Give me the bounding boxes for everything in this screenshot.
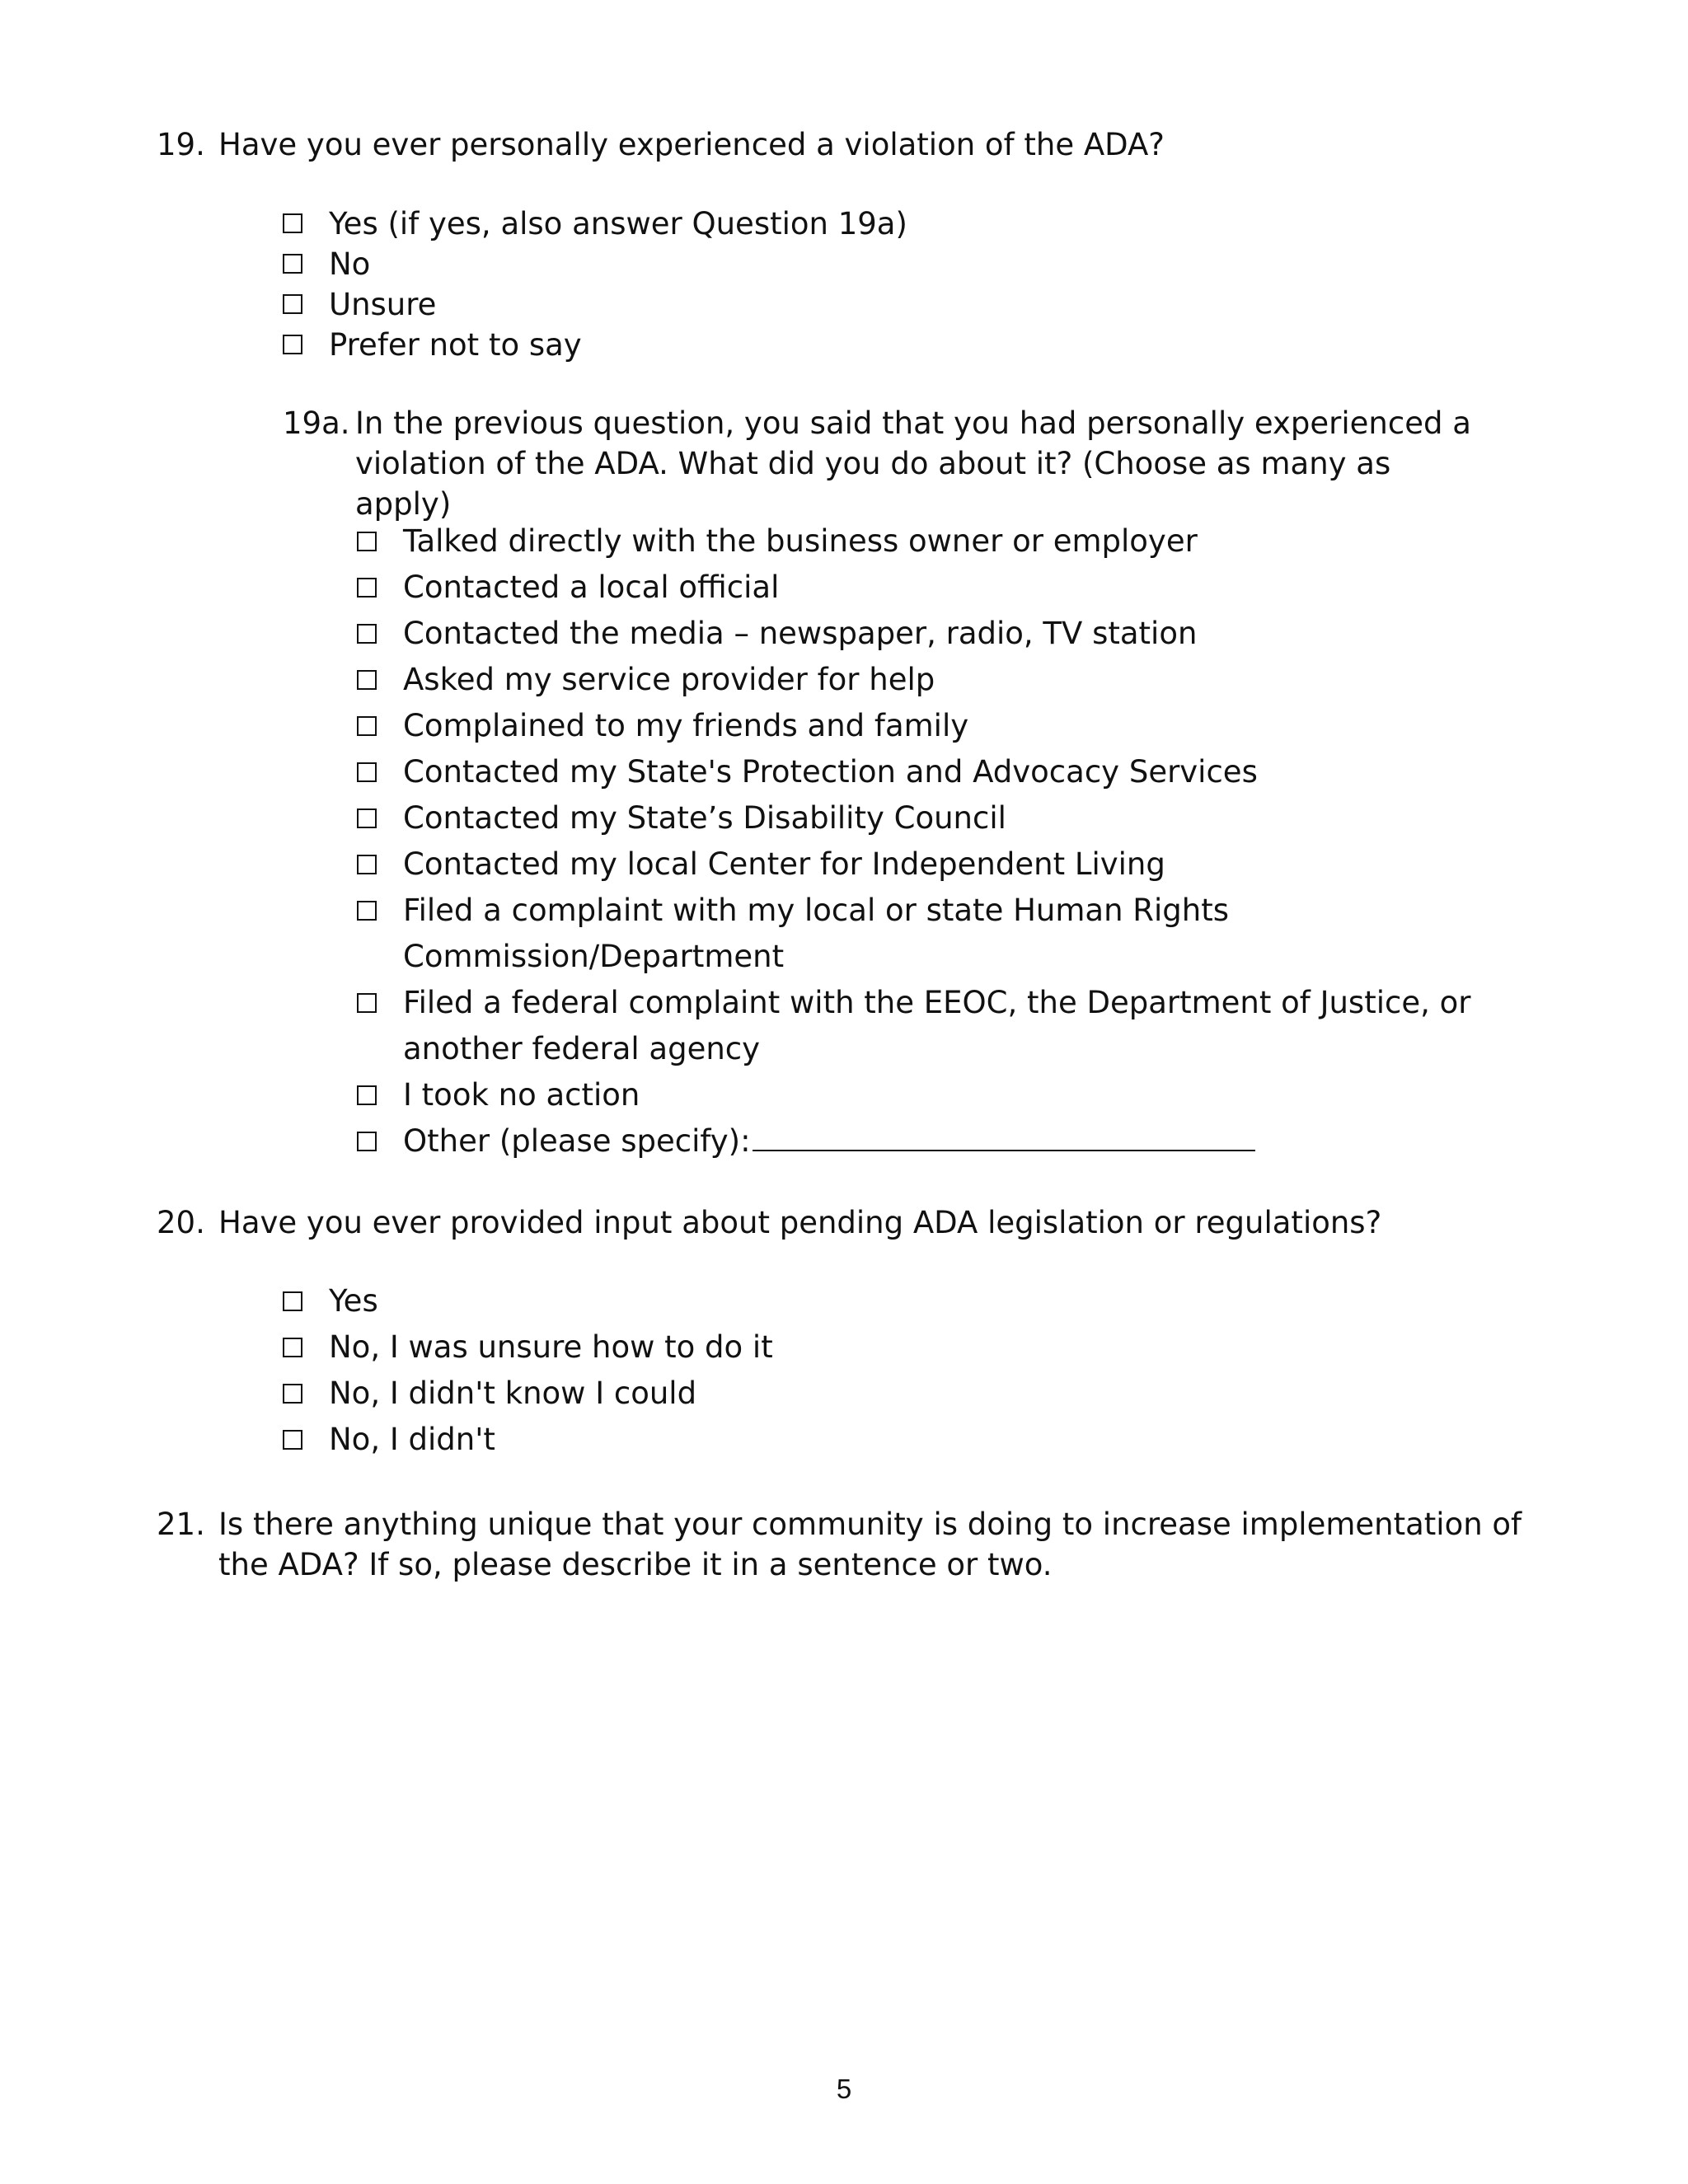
checkbox[interactable] [357,762,377,782]
question-text: Is there anything unique that your community is doing to increase implementation of the ADA? If so, please describe it in a sentence or two. [218,1507,1522,1582]
checkbox[interactable] [357,993,377,1013]
option-unsure-how[interactable] [283,1324,1519,1371]
question-number: 19a. [283,405,350,441]
question-21 [157,1504,1525,1585]
question-number: 19. [157,127,205,162]
option-label: Yes (if yes, also answer Question 19a) [329,206,907,241]
question-19-options [283,204,1519,365]
option-label: No, I didn't [329,1422,495,1457]
option-no[interactable] [283,244,1519,284]
checkbox[interactable] [283,294,302,314]
checkbox[interactable] [357,1085,377,1105]
option-label: Yes [329,1283,378,1319]
option-local-official[interactable] [357,565,1461,611]
option-yes[interactable] [283,1278,1519,1324]
question-number: 20. [157,1205,205,1240]
checkbox[interactable] [357,670,377,690]
option-friends-family[interactable] [357,703,1461,749]
option-unsure[interactable] [283,284,1519,325]
option-didnt[interactable] [283,1417,1519,1463]
option-label: Contacted a local official [403,569,780,605]
checkbox[interactable] [283,335,302,354]
option-label: Contacted my State's Protection and Advocacy Services [403,754,1258,790]
option-protection-advocacy[interactable] [357,749,1461,795]
option-label: Filed a federal complaint with the EEOC, the Department of Justice, or another federal agency [403,985,1471,1066]
question-20-options [283,1278,1519,1463]
option-label: Asked my service provider for help [403,662,935,697]
checkbox[interactable] [283,254,302,274]
checkbox[interactable] [357,901,377,921]
option-talked-to-owner[interactable] [357,518,1461,565]
question-19a-options [357,518,1471,1165]
option-label: No [329,246,371,282]
option-label: Complained to my friends and family [403,708,969,743]
option-service-provider[interactable] [357,657,1461,703]
option-label: Other (please specify): [403,1123,751,1159]
option-disability-council[interactable] [357,795,1461,841]
checkbox[interactable] [283,1338,302,1357]
checkbox[interactable] [283,1291,302,1311]
question-number: 21. [157,1507,205,1542]
question-text: In the previous question, you said that you had personally experienced a violation of the ADA. What did you do about it? (Choose as many as apply) [355,405,1471,522]
option-media[interactable] [357,611,1461,657]
option-human-rights[interactable] [357,888,1244,980]
checkbox[interactable] [357,532,377,551]
other-specify-line[interactable] [753,1118,1255,1151]
question-text: Have you ever provided input about pending ADA legislation or regulations? [218,1205,1382,1240]
option-label: Contacted my State’s Disability Council [403,800,1006,836]
page-number: 5 [836,2074,852,2104]
option-label: Prefer not to say [329,327,582,363]
checkbox[interactable] [357,716,377,736]
checkbox[interactable] [357,578,377,598]
question-20 [157,1202,1558,1243]
question-text: Have you ever personally experienced a violation of the ADA? [218,127,1165,162]
question-19a [283,403,1478,524]
option-yes[interactable] [283,204,1519,244]
option-no-action[interactable] [357,1072,1461,1118]
option-independent-living[interactable] [357,841,1461,888]
option-label: Contacted the media – newspaper, radio, TV station [403,616,1198,651]
option-label: No, I was unsure how to do it [329,1329,773,1365]
option-label: Contacted my local Center for Independent Living [403,846,1165,882]
checkbox[interactable] [283,1430,302,1450]
checkbox[interactable] [357,808,377,828]
option-label: No, I didn't know I could [329,1376,697,1411]
option-label: I took no action [403,1077,640,1113]
option-label: Filed a complaint with my local or state Human Rights Commission/Department [403,893,1229,974]
checkbox[interactable] [283,1384,302,1404]
checkbox[interactable] [283,213,302,233]
option-federal-complaint[interactable] [357,980,1491,1072]
question-19 [157,124,1558,165]
option-didnt-know[interactable] [283,1371,1519,1417]
option-label: Unsure [329,287,437,322]
checkbox[interactable] [357,624,377,644]
option-other[interactable] [357,1118,1461,1165]
checkbox[interactable] [357,855,377,874]
checkbox[interactable] [357,1132,377,1151]
option-label: Talked directly with the business owner or employer [403,523,1198,559]
option-prefer-not-to-say[interactable] [283,325,1519,365]
